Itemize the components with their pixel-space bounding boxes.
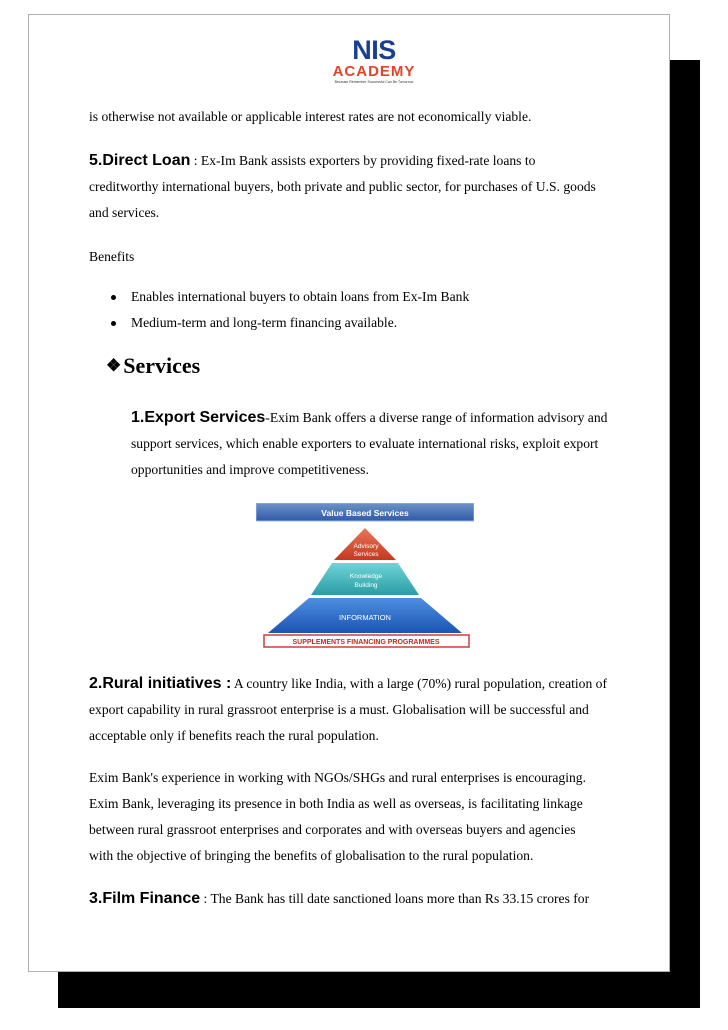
- export-services-line-2: support services, which enable exporters to evaluate international risks, exploit export: [131, 436, 599, 451]
- tier-knowledge-label-1: Knowledge: [349, 573, 383, 580]
- benefit-bullet-1: Enables international buyers to obtain loans from Ex-Im Bank: [131, 289, 470, 304]
- rural-line-3: acceptable only if benefits reach the rural population.: [89, 728, 379, 743]
- direct-loan-line-3: and services.: [89, 205, 160, 220]
- exim-line-4: with the objective of bringing the benefits of globalisation to the rural population.: [89, 848, 534, 863]
- rural-text-1: A country like India, with a large (70%) rural population, creation of: [231, 676, 607, 691]
- tier-advisory-label-1: Advisory: [353, 543, 379, 550]
- benefit-bullet-2: Medium-term and long-term financing available.: [131, 315, 398, 330]
- nis-academy-logo: [319, 37, 429, 103]
- exim-line-3: between rural grassroot enterprises and corporates and with overseas buyers and agencies: [89, 822, 576, 837]
- rural-heading: 2.Rural initiatives :: [89, 675, 232, 692]
- direct-loan-heading: 5.Direct Loan: [89, 152, 191, 169]
- tier-advisory-label-2: Services: [353, 551, 379, 558]
- pyramid-base-label: SUPPLEMENTS FINANCING PROGRAMMES: [292, 639, 440, 646]
- film-finance-heading: 3.Film Finance: [89, 890, 201, 907]
- exim-line-2: Exim Bank, leveraging its presence in both India as well as overseas, is facilitating linkage: [89, 796, 583, 811]
- diamond-bullet-icon: ❖: [106, 356, 122, 375]
- film-finance-text-1: : The Bank has till date sanctioned loans more than Rs 33.15 crores for: [200, 891, 590, 906]
- exim-line-1: Exim Bank's experience in working with NGOs/SHGs and rural enterprises is encouraging.: [89, 770, 587, 785]
- export-services-line-1: [131, 405, 607, 431]
- value-based-services-diagram: [256, 503, 474, 651]
- direct-loan-text-1: : Ex-Im Bank assists exporters by providing fixed-rate loans to: [190, 153, 536, 168]
- direct-loan-line-2: creditworthy international buyers, both private and public sector, for purchases of U.S. goods: [89, 179, 596, 194]
- tier-information-label: INFORMATION: [339, 613, 391, 622]
- rural-line-1: [89, 671, 607, 697]
- benefits-label: Benefits: [89, 249, 135, 264]
- tier-knowledge-label-2: Building: [354, 582, 378, 589]
- bullet-dot-1: [111, 295, 116, 300]
- services-title: Services: [123, 353, 201, 378]
- document-page: [28, 14, 670, 972]
- bullet-dot-2: [111, 321, 116, 326]
- page-shadow-right: [670, 60, 700, 1008]
- page-shadow-bottom: [58, 972, 700, 1008]
- rural-line-2: export capability in rural grassroot enterprise is a must. Globalisation will be successful and: [89, 702, 589, 717]
- export-services-text-1: -Exim Bank offers a diverse range of information advisory and: [265, 410, 608, 425]
- logo-tagline: Because Remember Successful Can Be Tomorrow: [334, 80, 414, 84]
- services-heading: [106, 351, 200, 381]
- direct-loan-line-1: [89, 148, 535, 174]
- diagram-banner-label: Value Based Services: [321, 508, 409, 518]
- export-services-heading: 1.Export Services: [131, 409, 266, 426]
- logo-academy-text: ACADEMY: [332, 63, 416, 80]
- paragraph-continuation: is otherwise not available or applicable interest rates are not economically viable.: [89, 109, 532, 124]
- film-finance-line-1: [89, 886, 589, 912]
- export-services-line-3: opportunities and improve competitiveness.: [131, 462, 369, 477]
- logo-nis-text: NIS: [352, 35, 396, 65]
